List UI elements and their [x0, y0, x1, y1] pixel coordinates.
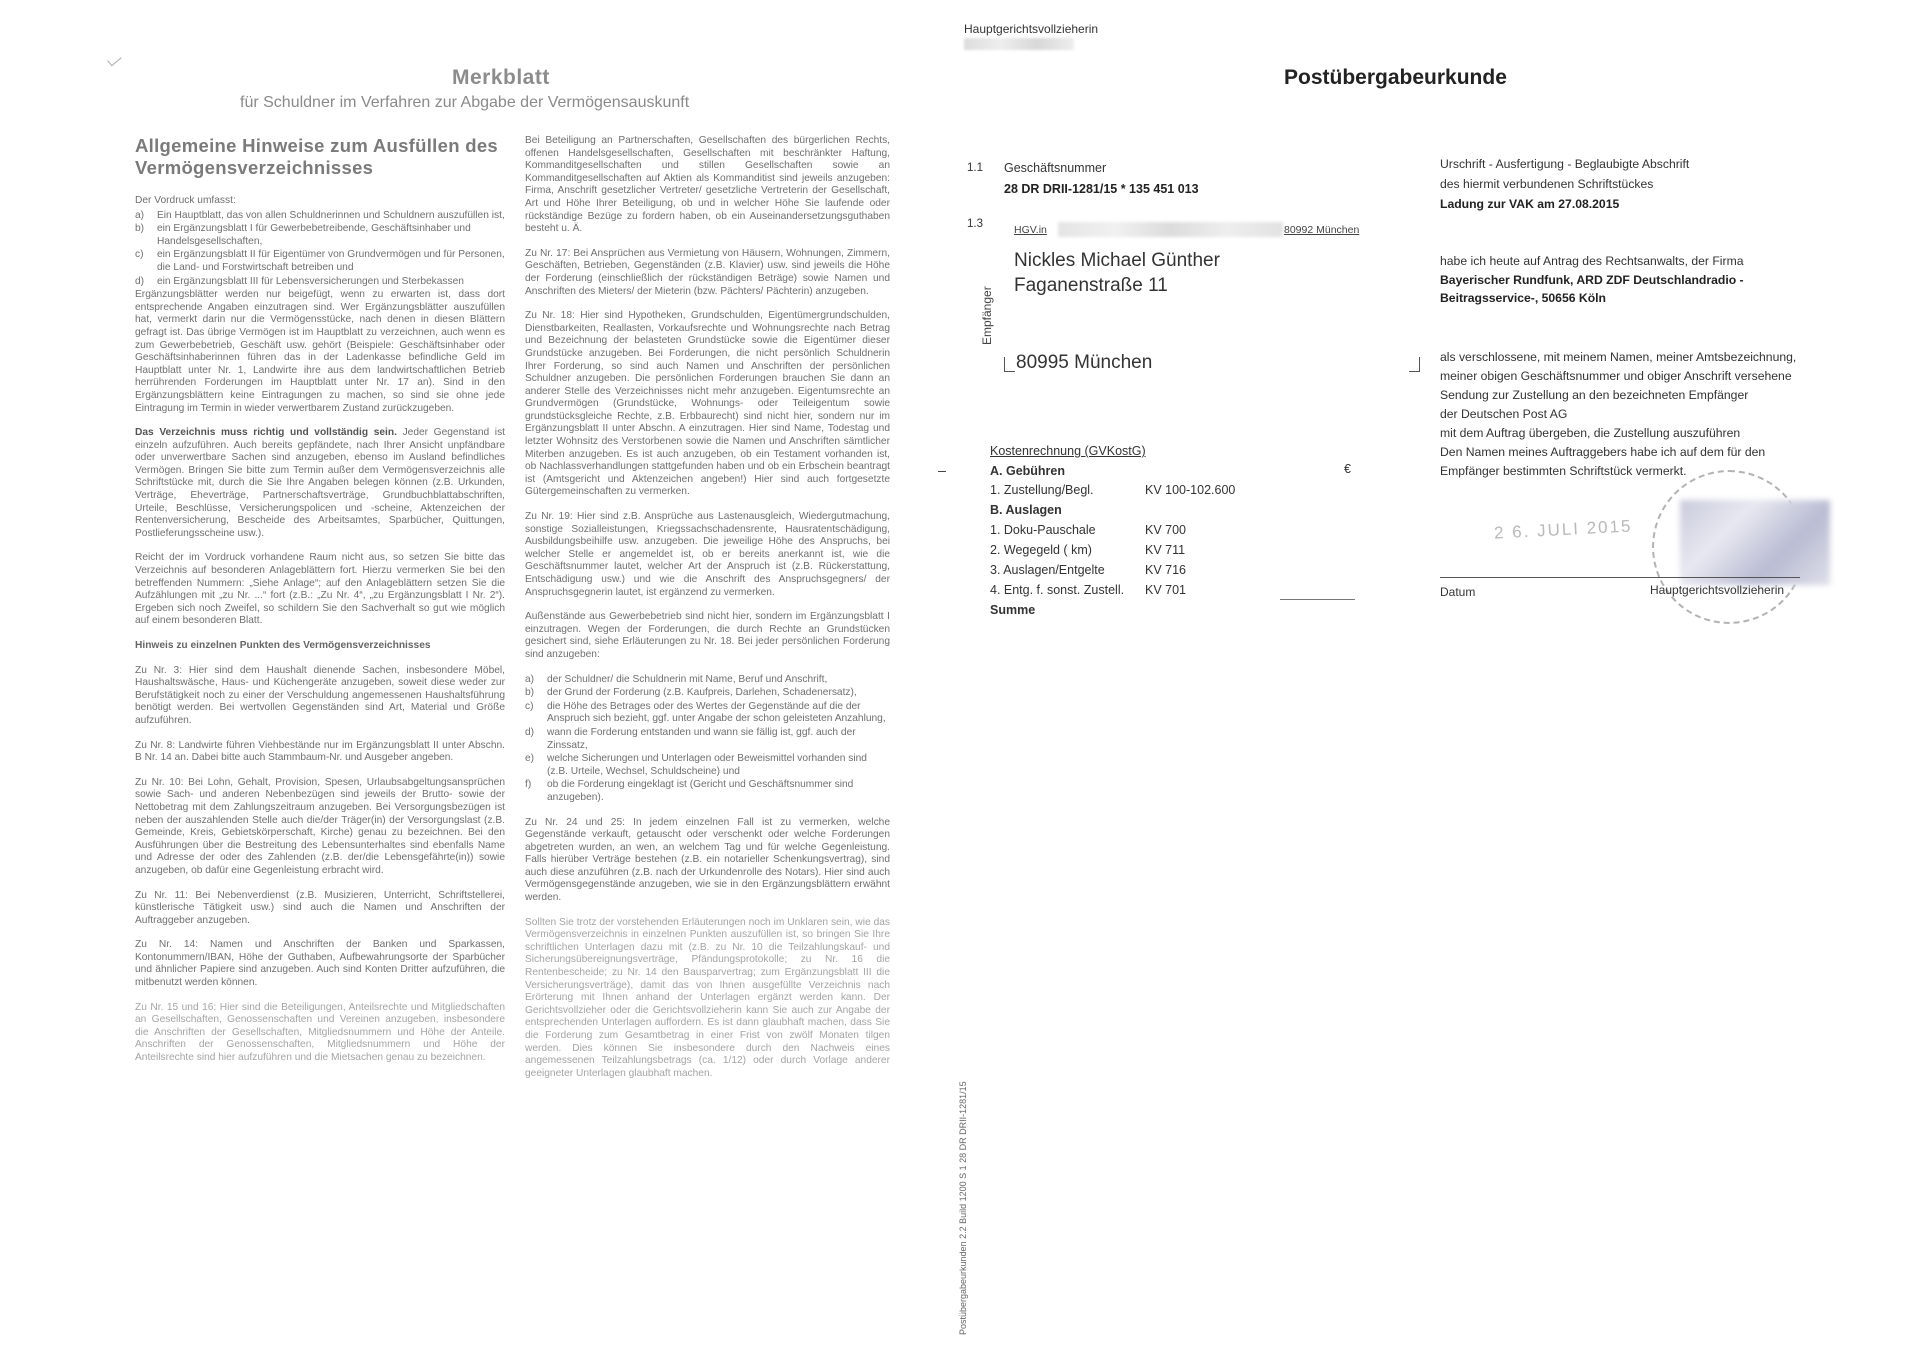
gebuehren-heading: A. Gebühren — [990, 464, 1066, 478]
recipient-city: 80995 München — [1016, 352, 1153, 373]
document-title: Postübergabeurkunde — [1284, 66, 1507, 89]
versch-line: mit dem Auftrag übergeben, die Zustellung auszuführen — [1440, 426, 1741, 440]
paragraph-verzeichnis: Das Verzeichnis muss richtig und vollständig sein. Jeder Gegenstand ist einzeln aufzuführen. Auch bereits gepfändete, nach Ihrer Ansicht unpfändbare oder unverwertbare Sachen sind anzugeben, ebenso im Ausland befindliches Vermögen. Bringen Sie bitte zum Termin außer dem Vermögensverzeichnis alle Schriftstücke mit, durch die Sie Ihre Angaben belegen können (z.B. Urkunden, Verträge, Eheverträge, Partnerschaftsverträge, Grundbuchblattabschriften, Urteile, Beschlüsse, Versicherungspolicen und -scheine, Aktenzeichen der Rentenversicherung, Bescheide des Arbeitsamtes, Sparbücher, Quittungen, Postlieferungsscheine usw.). — [135, 427, 505, 539]
paragraph-nr11: Zu Nr. 11: Bei Nebenverdienst (z.B. Musizieren, Unterricht, Schriftstellerei, künstlerische Tätigkeit usw.) sind auch die Namen und Anschriften der Auftraggeber anzugeben. — [135, 889, 505, 926]
cost-row-kv: KV 711 — [1145, 543, 1186, 557]
currency-symbol: € — [1344, 462, 1351, 476]
sum-line — [1280, 599, 1355, 600]
firma-line2: Beitragsservice-, 50656 Köln — [1440, 291, 1606, 305]
antrag-text: habe ich heute auf Antrag des Rechtsanwalts, der Firma — [1440, 254, 1744, 268]
field-number-1-1: 1.1 — [967, 162, 983, 174]
list-item: e) welche Sicherungen und Unterlagen oder Beweismittel vorhanden sind (z.B. Urteile, Wechsel, Schuldscheine) und — [525, 753, 867, 777]
paragraph-nr19: Zu Nr. 19: Hier sind z.B. Ansprüche aus Lastenausgleich, Wiedergutmachung, sonstige Sozialleistungen, Kriegssachschadensrente, Hausratentschädigung, Ausbildungsbeihilfe usw. anzugeben. Die jeweilige Höhe des Anspruchs, bei welcher Stelle er angemeldet ist, ob er bereits anerkannt ist, wie die Geschäftsnummer lautet, welcher Art der Anspruch ist (z.B. Rückerstattung, Entschädigung usw.) und wie die Anschrift des Anspruchsgegners/ der Anspruchsgegnerin lautet, ist ergänzend zu vermerken. — [525, 511, 890, 598]
merkblatt-title: Merkblatt — [452, 66, 550, 89]
list-item: c) die Höhe des Betrages oder des Wertes der Gegenstände auf die der Anspruch sich bezieht, ggf. unter Angabe der schon geleisteten Anzahlung, — [525, 700, 886, 725]
geschaeftsnummer-label: Geschäftsnummer — [1004, 161, 1107, 175]
list-item: a) Ein Hauptblatt, das von allen Schuldnerinnen und Schuldnern auszufüllen ist, — [135, 209, 505, 221]
cost-row-kv: KV 716 — [1145, 563, 1187, 577]
authority-label: Hauptgerichtsvollzieherin — [964, 22, 1099, 36]
cost-row-kv: KV 700 — [1145, 523, 1187, 537]
hgv-prefix: HGV.in — [1014, 224, 1047, 236]
form-parts-list — [135, 210, 505, 289]
redacted-address — [1058, 222, 1283, 237]
merkblatt-page — [0, 0, 950, 1361]
paragraph-nr24: Zu Nr. 24 und 25: In jedem einzelnen Fall ist zu vermerken, welche Gegenstände verkauft, getauscht oder verschenkt oder welche Forderungen abgetreten wurden, an wen, an welchem Tag und für welche Gegenleistung. Falls hierüber Verträge bestehen (z.B. ein notarieller Schenkungsvertrag), sind auch diese anzuführen (z.B. nach der Urkundenrolle des Notars). Hier sind auch Vermögensgegenstände anzugeben, wie sie in den Ergänzungsblättern erwähnt werden. — [525, 816, 890, 904]
hgv-city: 80992 München — [1284, 224, 1360, 236]
cost-row-label: 4. Entg. f. sonst. Zustell. — [990, 583, 1125, 597]
versch-line: als verschlossene, mit meinem Namen, meiner Amtsbezeichnung, — [1440, 350, 1797, 364]
paragraph-nr8: Zu Nr. 8: Landwirte führen Viehbestände nur im Ergänzungsblatt II unter Abschn. B Nr. 14 an. Dabei bitte auch Stammbaum-Nr. und Ausgeber angeben. — [135, 739, 505, 764]
versch-line: der Deutschen Post AG — [1440, 407, 1568, 421]
paragraph-nr18: Zu Nr. 18: Hier sind Hypotheken, Grundschulden, Eigentümergrundschulden, Dienstbarkeiten, Reallasten, Vorkaufsrechte und Wohnungsrechte nach Betrag und Bezeichnung der belasteten Grundstücke sowie die Eigentümer dieser Grundstücke anzugeben. Bei Forderungen, die nicht persönlich Schuldnerin Ihrer Forderung, so sind auch Namen und Anschriften der persönlichen Schuldner anzugeben. Die persönlichen Forderungen brauchen Sie dann an anderer Stelle des Verzeichnisses nicht mehr anzugeben. Eigentumsrechte an Grundvermögen (Grundstücke, Wohnungs- oder Teileigentum sowie grundstücksgleiche Rechte, z.B. Erbbaurecht) sind nicht hier, sondern nur im Ergänzungsblatt II unter Abschn. A einzutragen. Hier sind Name, Todestag und letzter Wohnsitz des Verstorbenen sowie die Namen und Anschriften sämtlicher Miterben anzugeben. Es ist auch anzugeben, ob ein Testament vorhanden ist, ob Nachlassverhandlungen stattgefunden haben und ob ein Erbschein beantragt ist (Amtsgericht und Aktenzeichen angeben!) Hier sind auch fortgesetzte Gütergemeinschaften zu vermerken. — [525, 310, 890, 498]
field-number-1-3: 1.3 — [967, 218, 983, 230]
datum-label: Datum — [1440, 585, 1476, 599]
stamp-date: 2 6. JULI 2015 — [1493, 516, 1633, 543]
versch-line: Den Namen meines Auftraggebers habe ich auf dem für den — [1440, 445, 1766, 459]
recipient-street: Faganenstraße 11 — [1014, 275, 1168, 296]
versch-line: Sendung zur Zustellung an den bezeichneten Empfänger — [1440, 388, 1749, 402]
versch-line: meiner obigen Geschäftsnummer und obiger Anschrift versehene — [1440, 369, 1792, 383]
paragraph-nr15: Zu Nr. 15 und 16: Hier sind die Beteiligungen, Anteilsrechte und Mitgliedschaften an Gesellschaften, Genossenschaften und Vereinen anzugeben, insbesondere die Anschriften der Gesellschaften, Mitgliedsnummern und Höhe der Anteile. Anschriften der Genossenschaften, Mitgliedsnummern und Höhe der Anteilsrechte sind hier aufzuführen und die Mietsachen genau zu bezeichnen. — [135, 1001, 505, 1064]
copy-type: Urschrift - Ausfertigung - Beglaubigte Abschrift — [1440, 157, 1690, 171]
list-item: a) der Schuldner/ die Schuldnerin mit Name, Beruf und Anschrift, — [525, 673, 828, 685]
cost-row-label: 2. Wegegeld ( km) — [990, 543, 1092, 557]
postuebergabeurkunde-page — [950, 0, 1905, 1361]
summe-label: Summe — [990, 603, 1036, 617]
versch-line: Empfänger bestimmten Schriftstück vermerkt. — [1440, 464, 1687, 478]
copy-type-line2: des hiermit verbundenen Schriftstückes — [1440, 177, 1654, 191]
address-bracket-right — [1409, 357, 1420, 372]
form-side-note: Postübergabeurkunden 2.2 Build 1200 S 1 28 DR DRII-1281/15 — [958, 1081, 968, 1335]
cost-row-kv: KV 701 — [1145, 583, 1187, 597]
cost-row-label: 3. Auslagen/Entgelte — [990, 563, 1105, 577]
cost-row-label: 1. Doku-Pauschale — [990, 523, 1096, 537]
paragraph-unklaren: Sollten Sie trotz der vorstehenden Erläuterungen noch im Unklaren sein, wie das Vermögensverzeichnis in einzelnen Punkten auszufüllen ist, so bringen Sie Ihre schriftlichen Unterlagen dazu mit (z.B. zu Nr. 10 die Teilzahlungskauf- und Sicherungsübereignungsverträge, Pfändungsprotokolle; zu Nr. 16 die Rentenbescheide; zu Nr. 14 den Bausparvertrag; zum Ergänzungsblatt III die Versicherungsverträge), damit das von Ihnen ausgefüllte Verzeichnis nach Erörterung mit Ihnen anhand der Unterlagen ergänzt werden kann. Der Gerichtsvollzieher oder die Gerichtsvollzieherin kann Sie auch zur Angabe der entsprechenden Unterlagen auffordern. Es ist dann glaubhaft machen, dass Sie die Forderung zum Gesamtbetrag in einer Frist von zwölf Monaten tilgen werden. Dies können Sie insbesondere durch den Nachweis eines angemessenen Teilzahlungsbetrags (ca. 1/12) oder durch Vorlage anderer geeigneter Unterlagen glaubhaft machen. — [525, 916, 890, 1079]
paragraph-ergaenzungsblaetter: Ergänzungsblätter werden nur beigefügt, wenn zu erwarten ist, dass dort entsprechende Angaben einzutragen sind. Wer Ergänzungsblätter auszufüllen hat, vermerkt darin nur die Vermögensstücke, nach denen in diesen Blättern gefragt ist. Das übrige Vermögen ist im Hauptblatt zu verzeichnen, auch wenn es zum Gewerbebetrieb, Geschäft usw. gehört (Beispiele: Geschäftsinhaber oder Geschäftsinhaberinnen führen das in der Ladenkasse befindliche Geld im Hauptblatt unter Nr. 1, Landwirte ihre aus dem landwirtschaftlichen Betrieb herrührenden Forderungen im Hauptblatt unter Nr. 17 an). Sind in den Ergänzungsblättern keine Eintragungen zu machen, so sind sie ohne jede Eintragung im Termin in wieder verwertbarem Zustand zurückzugeben. — [135, 289, 505, 414]
paragraph-nr14: Zu Nr. 14: Namen und Anschriften der Banken und Sparkassen, Kontonummern/IBAN, Höhe der Guthaben, Aufbewahrungsorte der Sparbücher und ähnlicher Papiere sind anzugeben. Auch sind Konten Dritter aufzuführen, die mitbenutzt werden können. — [135, 939, 505, 989]
recipient-name: Nickles Michael Günther — [1014, 250, 1220, 271]
intro-text: Der Vordruck umfasst: — [135, 195, 236, 206]
paragraph-beteiligung: Bei Beteiligung an Partnerschaften, Gesellschaften des bürgerlichen Rechts, offenen Handelsgesellschaften, Gesellschaften mit beschränkter Haftung, Kommanditgesellschaften und stillen Gesellschaften sowie an Kommanditgesellschaften auf Aktien als Kommanditist sind jeweils anzugeben: Firma, Anschrift gesetzlicher Vertreter/ gesetzliche Vertreterin der Gesellschaft, Art und Höhe Ihrer Beteiligung, ob und in welcher Höhe Sie laufende oder rückständige Bezüge zu fordern haben, ob ein Auseinandersetzungsguthaben besteht u. Ä. — [525, 135, 890, 235]
signature-line — [1440, 577, 1800, 578]
ladung-date: Ladung zur VAK am 27.08.2015 — [1440, 197, 1620, 211]
hinweis-heading: Hinweis zu einzelnen Punkten des Vermögensverzeichnisses — [135, 640, 431, 651]
redacted-name — [964, 38, 1074, 50]
cost-row-kv: KV 100-102.600 — [1145, 483, 1236, 497]
kosten-title: Kostenrechnung (GVKostG) — [990, 444, 1146, 458]
list-item: b) der Grund der Forderung (z.B. Kaufpreis, Darlehen, Schadenersatz), — [525, 687, 857, 699]
empfaenger-label: Empfänger — [980, 286, 994, 345]
forderung-list — [525, 674, 890, 805]
geschaeftsnummer-value: 28 DR DRII-1281/15 * 135 451 013 — [1004, 182, 1199, 196]
merkblatt-column-left — [135, 135, 505, 1077]
list-item: c) ein Ergänzungsblatt II für Eigentümer von Grundvermögen und für Personen, die Land- und Forstwirtschaft betreiben und — [135, 249, 505, 273]
firma-line1: Bayerischer Rundfunk, ARD ZDF Deutschlandradio - — [1440, 273, 1744, 287]
list-item: d) wann die Forderung entstanden und wann sie fällig ist, ggf. auch der Zinssatz, — [525, 726, 856, 751]
list-item: b) ein Ergänzungsblatt I für Gewerbebetreibende, Geschäftsinhaber und Handelsgesellschaften, — [135, 223, 471, 247]
merkblatt-subtitle: für Schuldner im Verfahren zur Abgabe der Vermögensauskunft — [240, 94, 690, 111]
signer-title: Hauptgerichtsvollzieherin — [1650, 583, 1785, 597]
auslagen-heading: B. Auslagen — [990, 503, 1062, 517]
paragraph-nr17: Zu Nr. 17: Bei Ansprüchen aus Vermietung von Häusern, Wohnungen, Zimmern, Geschäften, Betrieben, Gegenständen (z.B. Klavier) usw. sind jeweils die Höhe der Forderung (einschließlich der rückständigen Beträge) sowie Namen und Anschriften des Mieters/ der Mieterin (bzw. Pächters/ Pächterin) anzugeben. — [525, 247, 890, 297]
dash-mark — [938, 471, 946, 472]
list-item: d) ein Ergänzungsblatt III für Lebensversicherungen und Sterbekassen — [135, 275, 464, 287]
paragraph-nr10: Zu Nr. 10: Bei Lohn, Gehalt, Provision, Spesen, Urlaubsabgeltungsansprüchen sowie Sach- und anderen Nebenbezügen sind jeweils der Brutto- sowie der Nettobetrag mit dem Zahlungszeitraum anzugeben. Bei Versorgungsbezügen ist neben der auszahlenden Stelle auch die/der Träger(in) der Versorgungslast (z.B. Gemeinde, Kreis, Gebietskörperschaft, Kirche) genau zu bezeichnen. Bei den Ausführungen über die Bestreitung des Lebensunterhaltes sind ebenfalls Name und Adresse der oder des Zahlenden (z.B. der/die Lebensgefährte(in)) sowie anzugeben, ob dafür eine Gegenleistung erbracht wird. — [135, 776, 505, 876]
redacted-signature — [1680, 500, 1830, 585]
paragraph-nr3: Zu Nr. 3: Hier sind dem Haushalt dienende Sachen, insbesondere Möbel, Haushaltswäsche, Haus- und Küchengeräte anzugeben, soweit diese weder zur Berufstätigkeit noch zu einer der Verschuldung angemessenen Haushaltsführung benötigt werden. Bei wertvollen Gegenständen sind Art, Material und Größe aufzuführen. — [135, 664, 505, 726]
paragraph-raum: Reicht der im Vordruck vorhandene Raum nicht aus, so setzen Sie bitte das Verzeichnis auf besonderen Anlageblättern fort. Hierzu vermerken Sie bei den betreffenden Nummern: „Siehe Anlage“; auf den Anlageblättern setzen Sie die Aufzählungen mit „zu Nr. ...“ fort (z.B.: „Zu Nr. 4“, „zu Ergänzungsblatt I Nr. 2“). Ergeben sich noch Zweifel, so schildern Sie den Sachverhalt so gut wie möglich auf einem besonderen Blatt. — [135, 552, 505, 627]
merkblatt-heading: Allgemeine Hinweise zum Ausfüllen des Vermögensverzeichnisses — [135, 135, 499, 178]
paragraph-aussenstaende: Außenstände aus Gewerbebetrieb sind nicht hier, sondern im Ergänzungsblatt I einzutragen. Wegen der Forderungen, die durch Rechte an Grundstücken gesichert sind, siehe Erläuterungen zu Nr. 18. Bei jeder persönlichen Forderung sind anzugeben: — [525, 611, 890, 660]
check-mark-icon — [107, 53, 121, 67]
list-item: f) ob die Forderung eingeklagt ist (Gericht und Geschäftsnummer sind anzugeben). — [525, 779, 854, 803]
address-bracket-left — [1004, 357, 1015, 372]
merkblatt-column-right — [525, 135, 890, 1092]
cost-row-label: 1. Zustellung/Begl. — [990, 483, 1094, 497]
